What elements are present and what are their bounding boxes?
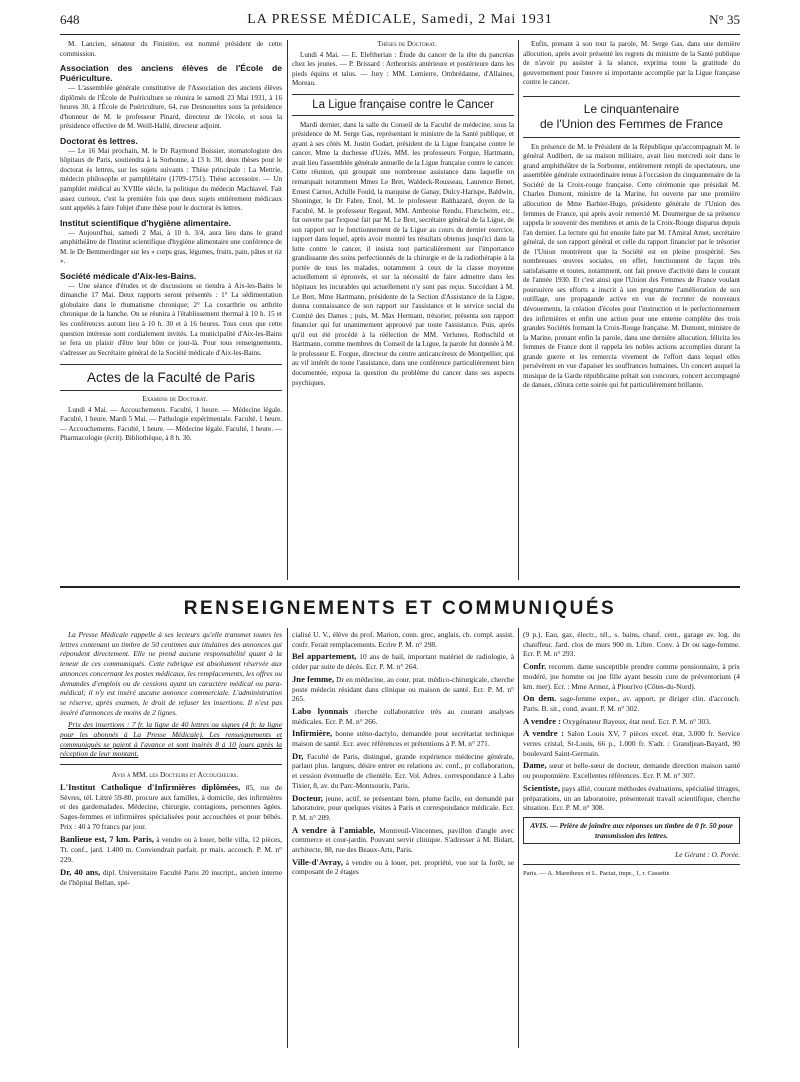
page-header (60, 12, 740, 34)
ad-text: Montreuil-Vincennes, pavillon d'angle avec commerce et cour-jardin. Pouvant servir clinique. S'adresser à M. Bidart, architecte, 88, rue des Beaux-Arts, Paris. (292, 825, 514, 855)
section-separator (60, 586, 740, 588)
theses-body: Lundi 4 Mai. — E. Eleftherian : Étude du cancer de la tête du pancréas chez les jeunes. — P. Brissard : Arthrorisis antérieure et postérieure dans les pieds équins et talus. — Jury : MM. Lemierre, Ombrédanne, d'Allaines, Moreau. (292, 50, 514, 88)
section-institut (60, 218, 282, 267)
ad-item (523, 729, 740, 758)
section-body: — Le 16 Mai prochain, M. le Dr Raymond Boissier, stomatologiste des hôpitaux de Paris, soutiendra à la Sorbonne, à 13 h. 30, deux thèses pour le doctorat ès lettres, sur les sujets suivants : Thèse principale : La Mettrie, médecin philosophe et pamphlétaire (1709-1751). Thèse accessoire. — Un pamphlet médical au XVIIIe siècle, la politique du médecin Machiavel. Fait assez curieux, c'est la première fois que deux sujets entièrement médicaux sont appelés à faire l'objet d'une thèse pour le doctorat ès lettres. (60, 146, 282, 213)
ad-text: à vendre ou à louer, pet. propriété, vue sur la forêt, se composant de 2 étages (292, 857, 514, 877)
theses-heading: Thèses de Doctorat. (377, 40, 437, 48)
ad-lead: Ville-d'Avray, (292, 856, 343, 867)
avis-text: AVIS. — Prière de joindre aux réponses un timbre de 0 fr. 50 pour transmission des lettres. (530, 820, 733, 840)
section-body: — Aujourd'hui, samedi 2 Mai, à 10 h. 3/4, aura lieu dans le grand amphithéâtre de l'Institut scientifique d'hygiène alimentaire une conférence de M. le Dr Bemmerdinger sur les « corps gras, légumes, fruits, pain, pâtes et riz ». (60, 228, 282, 266)
ad-item (523, 761, 740, 780)
ad-item (292, 794, 514, 823)
rubrique-notice: La Presse Médicale rappelle à ses lecteurs qu'elle transmet toutes les lettres contenant un timbre de 50 centimes aux titulaires des annonces qui répondent directement. Elle ne prend aucune responsabilité quant à la teneur de ces communiqués. Cette rubrique est absolument réservée aux annonces concernant les postes médicaux, les remplacements, les offres ou demandes d'emplois ou de cessions ayant un caractère médical ou para-médical; il n'y est inséré aucune annonce commerciale. L'administration se réserve, après examen, le droit de refuser les insertions. Il n'est pas inséré d'annonces de moins de 2 lignes. (60, 630, 282, 717)
section-rule (60, 364, 282, 365)
section-body: — L'assemblée générale constitutive de l'Association des anciens élèves diplômés de l'École de Puériculture se réunira le samedi 23 Mai 1931, à 16 heures 30, à l'École de Puériculture, 64, rue Desnouettes sous la présidence d'honneur de M. le professeur Pinard, directeur de l'école, et sous la présidence effective de M. Weill-Hallé, directeur adjoint. (60, 84, 282, 131)
ad-lead: Infirmière, (292, 728, 333, 739)
ad-text: Dr en médecine, au cour. prat. médico-chirurgicale, cherche poste médecin résidant dans clinique ou maison de santé. Ecr. P. M. n° 265. (292, 674, 514, 704)
section-rule (60, 390, 282, 391)
ad-item (523, 662, 740, 691)
renseignements-title: RENSEIGNEMENTS ET COMMUNIQUÉS (183, 598, 617, 619)
ad-lead: Bel appartement, (292, 651, 357, 662)
section-ecole (60, 63, 282, 132)
ad-text: Oxygénateur Bayeux, état neuf. Ecr. P. M. n° 303. (562, 716, 711, 726)
ad-item (292, 675, 514, 704)
ad-text: bonne sténo-dactylo, demandée pour secrétariat technique maison de santé. Ecr. avec références et prétentions à P. M. n° 271. (292, 729, 514, 749)
top-middle-column (292, 40, 514, 585)
ad-item (292, 630, 514, 649)
section-title: Société médicale d'Aix-les-Bains. (60, 270, 197, 281)
prix-insertions: Prix des insertions : 7 fr. la ligne de 40 lettres ou signes (4 fr. la ligne pour les abonnés à La Presse Médicale). Les renseignements et communiqués se paient à l'avance et sont insérés 8 à 10 jours après la réception de leur montant. (60, 720, 282, 759)
examens-body: Lundi 4 Mai. — Accouchements. Faculté, 1 heure. — Médecine légale. Faculté, 1 heure. Mardi 5 Mai. — Pathologie expérimentale. Faculté, 1 heure. — Accouchements. Faculté, 1 heure. — Médecine légale. Faculté, 1 heure. — Pharmacologie (écrit). Bibliothèque, à 8 h. 30. (60, 405, 282, 443)
ad-item (60, 783, 282, 832)
bottom-column-1 (60, 630, 282, 1070)
gerant-signature: Le Gérant : O. Porée. (675, 850, 740, 860)
section-body: — Une séance d'études et de discussions se tiendra à Aix-les-Bains le dimanche 17 Mai. Deux rapports seront présentés : 1° La sédimentation globulaire dans le rhumatisme chronique; 2° La coxarthrie ou arthrite chronique de la hanche. On se réunira à l'établissement thermal à 10 h. 15 et les conférences auront lieu à 10 h. 30 et à 16 heures. Tous ceux que cette question intéresse sont cordialement invités. La municipalité d'Aix-les-Bains se fera un plaisir d'être leur hôte ce jour-là. Pour tous renseignements, s'adresser au Secrétaire général de la Société médicale d'Aix-les-Bains. (60, 281, 282, 357)
column-divider (518, 628, 519, 1048)
ad-item (60, 835, 282, 864)
ad-lead: Jne femme, (292, 673, 335, 684)
column-divider (287, 40, 288, 580)
ad-text: recomm. dame susceptible prendre comme pensionnaire, à prix modéré, jne homme ou jne fille ayant besoin cure de préventorium (4 km. mer). Ecr. : Mme Armez, à Plourivo (Côtes-du-Nord). (523, 662, 740, 691)
ad-lead: Docteur, (292, 792, 323, 803)
examens-heading: Examens de Doctorat. (142, 395, 208, 404)
ad-lead: Labo lyonnais (292, 705, 349, 716)
section-rule (523, 864, 740, 865)
ad-text: dipl. Universitaire Faculté Paris 20 inscript., ancien interne de l'hôpital Bellan, spé- (60, 868, 282, 888)
ad-text: sœur et belle-sœur de docteur, demande direction maison santé ou pouponnière. Excellentes références. Ecr. P. M. n° 307. (523, 761, 740, 781)
section-aix (60, 271, 282, 358)
section-rule (60, 764, 282, 765)
ad-lead: Scientiste, (523, 782, 560, 793)
ad-lead: A vendre : (523, 715, 562, 726)
ad-item (292, 652, 514, 671)
ad-lead: L'Institut Catholique d'Infirmières diplômées, (60, 781, 241, 792)
section-title: Association des anciens élèves de l'École de Puériculture. (60, 63, 282, 84)
avis-docteurs-heading: Avis à MM. les Docteurs et Accoucheurs. (111, 770, 239, 780)
ad-text: 85, rue de Sèvres, tél. Littré 59-80, procure aux familles, à domicile, des infirmières et des gardemalades. Médecine, chirurgie, contagions, personnes âgées. Sages-femmes et infirmières spécialisées pour accouchées et pour bébés. Prix : 40 à 70 francs par jour. (60, 782, 282, 831)
ad-text: cherche collaboratrice très au courant analyses médicales. Ecr. P. M. n° 266. (292, 706, 514, 726)
cinquantenaire-title-box (523, 96, 740, 138)
top-right-column (523, 40, 740, 585)
ad-text: jeune, actif, se présentant bien, plume facile, est demandé par laboratoire, pour quelques visites à Paris et correspondance médicale. Ecr. P. M. n° 289. (292, 793, 514, 822)
page-number: 648 (60, 12, 80, 27)
right-intro: Enfin, prenant à son tour la parole, M. Serge Gas, dans une dernière allocution, après avoir présenté les regrets du ministre de la Santé publique de n'avoir pu assister à la séance, exprima toute la gratitude du gouvernement pour l'œuvre si importante accomplie par la Ligue française contre le cancer. (523, 40, 740, 87)
ad-lead: A vendre : (523, 728, 565, 739)
ad-item (292, 858, 514, 877)
header-rule (60, 34, 740, 35)
imprint: Paris. — A. Maretheux et L. Pactat, impr., 1, r. Cassette (523, 870, 670, 878)
ad-text: (9 p.). Eau, gaz, électr., tél., s. bains, chauf. cent., garage av. log. du chauffeur. Jard. clos de murs 900 m. Libre. Conv. à Dr ou sage-femme. Ecr. P. M. n° 293. (523, 630, 740, 659)
ad-item (60, 868, 282, 887)
section-doctorat (60, 136, 282, 214)
ad-lead: A vendre à l'amiable, (292, 824, 376, 835)
ad-item (292, 752, 514, 791)
avis-box (523, 817, 740, 844)
ad-lead: Dr, (292, 750, 304, 761)
cinquantenaire-body: En présence de M. le Président de la République qu'accompagnait M. le général Audibert, de sa maison militaire, avait lieu mercredi soir dans le grand amphithéâtre de la Sorbonne, entièrement rempli de spectateurs, une assemblée générale extraordinaire tenue à l'occasion du cinquantenaire de la Société de la Croix-rouge française. Cette cérémonie que présidait M. Charles Dumont, ministre de la Marine, fut ouverte par une première allocution de Mme Barbier-Hugo, présidente générale de l'Union des femmes de France, qui après avoir remercié M. Doumergue de sa présence rappela le souvenir des membres et amis de la Croix-Rouge disparus depuis l'an dernier. La lecture qui fut ensuite faite par M. l'Amiral Amet, secrétaire général, de son rapport général et celle du rapport financier par le trésorier de l'Union montrèrent que la Société est en pleine prospérité. Ses nombreuses œuvres sociales, en effet, fonctionnent de façon très satisfaisante et toutes, notamment, ont fait preuve d'activité dans le courant de l'année 1930. Et c'est ainsi que l'Union des Femmes de France voulant poursuivre ses efforts a inscrit à son programme l'amélioration de son outillage, une propagande active en vue de recruter de nouveaux dévouements, la création d'écoles pour l'instruction et le perfectionnement des infirmières et enfin une action pour une entente complète des trois grandes Sociétés formant la Croix-Rouge française. M. Dumont, ministre de la Marine, prenant enfin la parole, dans une dernière allocution, félicita les femmes de France dont il rappela les nobles actions accomplies durant la grande guerre et les remercia vivement de l'effort dans lequel elles persévèrent en vue d'apaiser les souffrances humaines. Un concert auquel la musique de la Garde républicaine prêtait son concours, concert accompagné de danses, clôtura cette soirée qui fut particulièrement brillante. (523, 142, 740, 390)
ad-item (292, 707, 514, 726)
ligue-title: La Ligue française contre le Cancer (312, 98, 494, 111)
cinquantenaire-title-line1: Le cinquantenaire (583, 101, 680, 116)
bottom-column-3 (523, 630, 740, 1070)
ad-lead: Dame, (523, 760, 547, 771)
ad-text: pays allié, courant méthodes évaluations, spécialisé titrages, préparations, un an laboratoire, présenterait travail scientifique, cherche situation. Ecr. P. M. n° 308. (523, 783, 740, 813)
masthead: LA PRESSE MÉDICALE, Samedi, 2 Mai 1931 (247, 12, 553, 27)
ad-text: Salon Louis XV, 7 pièces excel. état, 3.000 fr. Service verres cristal, St-Louis, 66 p., 1.000 fr. S'adr. : Grandjean-Bayard, 90 boulevard Saint-Germain. (523, 729, 740, 758)
ad-item (523, 784, 740, 813)
ligue-title-box (292, 94, 514, 116)
ad-item (523, 694, 740, 713)
issue-number: N° 35 (709, 12, 740, 27)
ad-text: sage-femme exper., av. apport, pr diriger clin. d'accouch. Paris. B. sit., cond. avant. P. M. n° 302. (523, 694, 740, 713)
ad-item (523, 630, 740, 659)
intro-text: M. Lancien, sénateur du Finistère, est nommé président de cette commission. (60, 40, 282, 58)
top-left-column (60, 40, 282, 585)
column-divider (518, 40, 519, 580)
ad-text: 10 ans de bail, important matériel de radiologie, à céder par suite de décès. Ecr. P. M. n° 264. (292, 652, 514, 672)
ad-lead: Confr. (523, 661, 547, 672)
ad-lead: Dr, 40 ans, (60, 867, 101, 878)
ad-text: Faculté de Paris, distingué, grande expérience médecine générale, parlant plus. langues, désire entrer en relations av. conf., pr collaboration, et cession éventuelle de clientèle. Ecr. Vol. Adres. correspondance à Labo Tixier, 8, av. du Parc-Montsouris, Paris. (292, 751, 514, 790)
section-title: Institut scientifique d'hygiène alimentaire. (60, 217, 232, 228)
bottom-column-2 (292, 630, 514, 1070)
column-divider (287, 628, 288, 1048)
ad-lead: Banlieue est, 7 km. Paris, (60, 834, 154, 845)
faculte-title: Actes de la Faculté de Paris (86, 370, 256, 386)
cinquantenaire-title-line2: de l'Union des Femmes de France (539, 116, 724, 131)
ad-lead: On dem. (523, 693, 557, 704)
ad-item (292, 729, 514, 748)
ad-text: à vendre ou à louer, belle villa, 12 pièces, Tt. conf., jard. 1.400 m. Conviendrait parfait. pr mais. accouch. P. M. n° 229. (60, 835, 282, 864)
section-title: Doctorat ès lettres. (60, 135, 138, 146)
ad-item (523, 717, 740, 727)
ad-text: cialisé U. V., élève du prof. Marion, conn. grec, anglais, ch. compl. assist. confr. Ferait remplacements. Ecrire P. M. n° 298. (292, 630, 514, 649)
ligue-body: Mardi dernier, dans la salle du Conseil de la Faculté de médecine, sous la présidence de M. Serge Gas, représentant le ministre de la Santé publique, et ayant à ses côtés M. Justin Godart, président de la Ligue française contre le cancer, Mme la duchesse d'Uzès, MM. les professeurs Forgue, Hartmann, avait lieu l'assemblée générale annuelle de la Ligue française contre le cancer. Cette réunion, qui groupait une nombreuse assistance dans laquelle on remarquait notamment Mmes Le Bret, Waldeck-Rousseau, Laurence Benet, Ernest Carnot, Achille Fould, la marquise de Ganay, Dulcy-Harispe, Baldwin, Shoninger, le Dr Fabre, Enol, M. le professeur Balthazard, doyen de la Faculté, M. le professeur Regaud, MM. Ambroise Rendu, Flurscheim, etc., fut ouverte par l'exposé fait par M. Le Bret, secrétaire général de la Ligue, de son rapport sur le fonctionnement de la Ligue au cours du dernier exercice, rapport dans lequel, après avoir montré les résultats obtenus jusqu'ici dans la lutte contre le cancer, il insista tout particulièrement sur l'importance grandissante des soins perfectionnés de la chirurgie et de la radiothérapie à la portée de tous les malades, notamment à ceux de la classe moyenne actuellement si éprouvés, et sur la nécessité de faire admettre dans les hôpitaux les incurables qui actuellement n'y sont pas reçus. Succédant à M. Le Bret, Mme Hartmann, présidente de la Section d'Assistance de la Ligue, donna connaissance de son rapport sur l'assistance et le service social du Comité des Dames ; puis, M. Max Hermant, trésorier, présenta son rapport financier qui fut unanimement approuvé par toute l'assistance. Puis, après qu'il eut été procédé à la réélection de MM. Verlunes, Rothschild et Hartmann, comme membres du Conseil de la Ligue, la parole fut donnée à M. le professeur E. Forgue, directeur du centre anticancéreux de Montpellier, qui au vif intérêt de toute l'assistance, dans une conférence particulièrement bien documentée, exposa la question du problème du cancer dans ses aspects psychiques. (292, 120, 514, 387)
ad-item (292, 826, 514, 855)
